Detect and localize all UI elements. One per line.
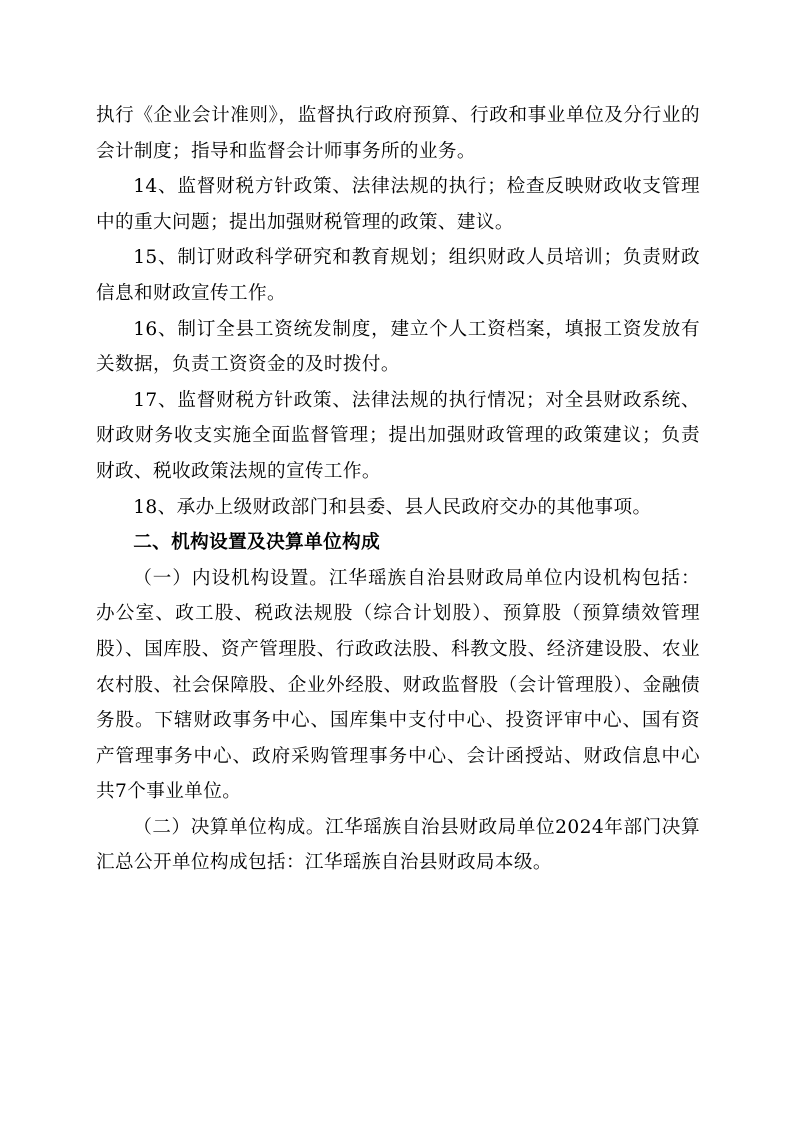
- paragraph-item-17: 17、监督财税方针政策、法律法规的执行情况；对全县财政系统、财政财务收支实施全面监督管理；提出加强财政管理的政策建议；负责财政、税收政策法规的宣传工作。: [96, 389, 700, 482]
- paragraph-item-16: 16、制订全县工资统发制度，建立个人工资档案，填报工资发放有关数据，负责工资资金的及时拨付。: [96, 318, 700, 376]
- document-page: [96, 98, 700, 881]
- paragraph-item-14: 14、监督财税方针政策、法律法规的执行；检查反映财政收支管理中的重大问题；提出加强财税管理的政策、建议。: [96, 176, 700, 233]
- paragraph-item-18: 18、承办上级财政部门和县委、县人民政府交办的其他事项。: [133, 496, 652, 518]
- paragraph-continuation: 执行《企业会计准则》，监督执行政府预算、行政和事业单位及分行业的会计制度；指导和监督会计师事务所的业务。: [96, 105, 700, 162]
- section-heading: 二、机构设置及决算单位构成: [133, 532, 381, 554]
- paragraph-internal-structure: （一）内设机构设置。江华瑶族自治县财政局单位内设机构包括：办公室、政工股、税政法规股（综合计划股）、预算股（预算绩效管理股）、国库股、资产管理股、行政政法股、科教文股、经济建设股、农业农村股、社会保障股、企业外经股、财政监督股（会计管理股）、金融债务股。下辖财政事务中心、国库集中支付中心、投资评审中心、国有资产管理事务中心、政府采购管理事务中心、会计函授站、财政信息中心共7个事业单位。: [96, 567, 700, 803]
- paragraph-accounting-units: （二）决算单位构成。江华瑶族自治县财政局单位2024年部门决算汇总公开单位构成包括：江华瑶族自治县财政局本级。: [96, 816, 700, 874]
- paragraph-item-15: 15、制订财政科学研究和教育规划；组织财政人员培训；负责财政信息和财政宣传工作。: [96, 247, 700, 304]
